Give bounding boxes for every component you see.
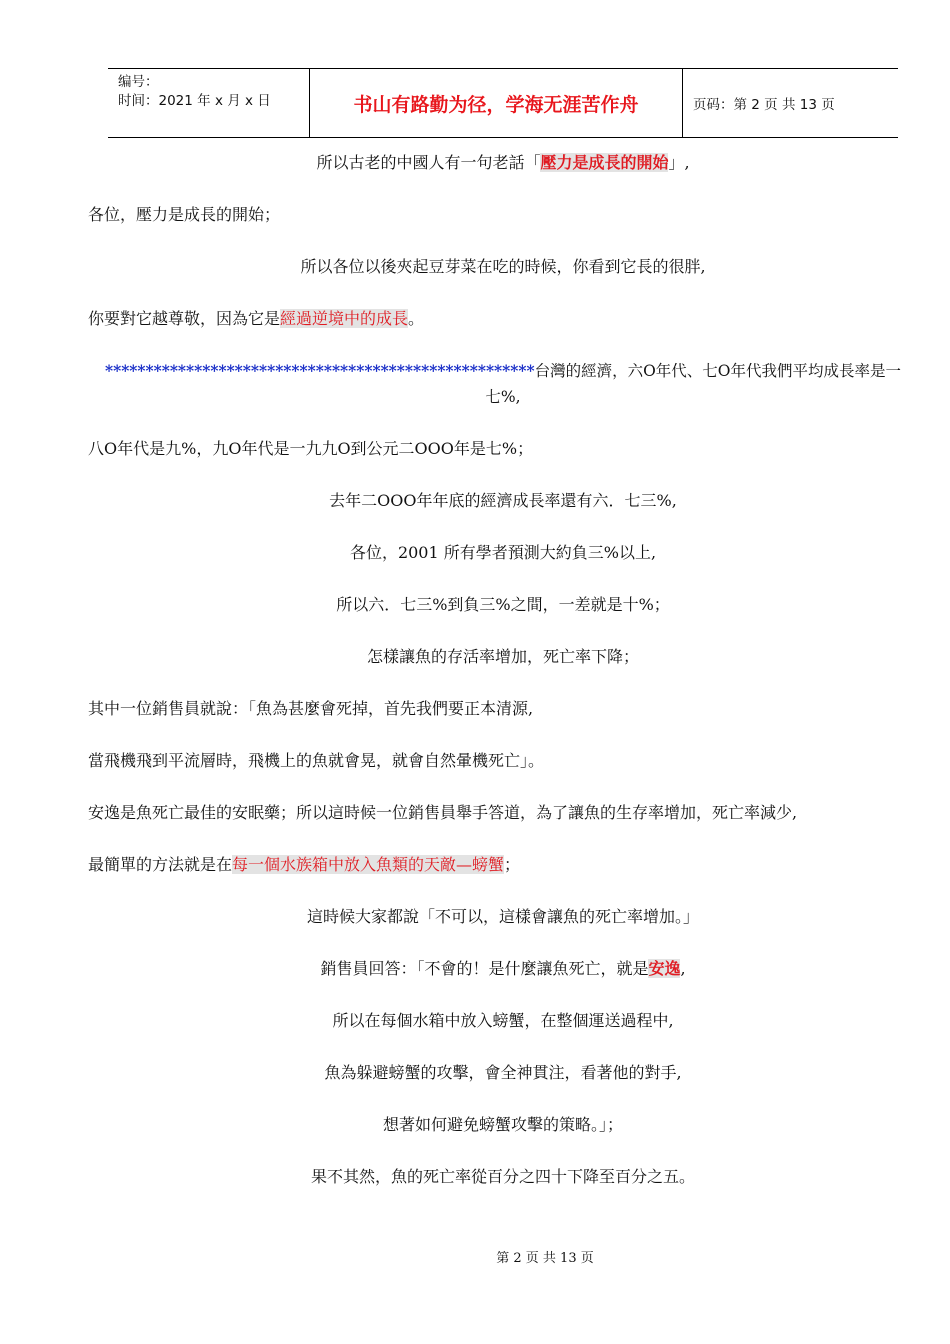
- paragraph: 去年二OOO年年底的經濟成長率還有六．七三%,: [329, 491, 677, 510]
- highlighted-phrase: 壓力是成長的開始: [540, 153, 669, 172]
- paragraph: 怎樣讓魚的存活率增加，死亡率下降；: [366, 647, 639, 666]
- paragraph: 各位，2001 所有學者預測大約負三%以上,: [349, 543, 657, 562]
- paragraph: 這時候大家都說「不可以，這樣會讓魚的死亡率增加。」: [306, 907, 699, 926]
- paragraph: 所以各位以後夾起豆芽菜在吃的時候，你看到它長的很胖,: [300, 257, 706, 276]
- paragraph: 所以古老的中國人有一句老話「壓力是成長的開始」,: [316, 153, 690, 172]
- page-footer: 第 2 页 共 13 页: [496, 1251, 594, 1266]
- paragraph: 魚為躲避螃蟹的攻擊，會全神貫注，看著他的對手,: [324, 1063, 682, 1082]
- document-body: [88, 150, 918, 1216]
- highlighted-phrase: 經過逆境中的成長: [280, 309, 409, 328]
- paragraph: 八O年代是九%，九O年代是一九九O到公元二OOO年是七%；: [88, 439, 534, 458]
- paragraph: 想著如何避免螃蟹攻擊的策略。」；: [382, 1115, 623, 1134]
- paragraph: *****************************************************台灣的經濟，六O年代、七O年代我們平均成長率是一七%,: [104, 361, 902, 406]
- paragraph: 銷售員回答：「不會的！是什麼讓魚死亡，就是安逸,: [320, 959, 686, 978]
- paragraph: 果不其然，魚的死亡率從百分之四十下降至百分之五。: [310, 1167, 695, 1186]
- paragraph: 當飛機飛到平流層時，飛機上的魚就會晃，就會自然暈機死亡」。: [88, 751, 545, 770]
- highlighted-phrase: 安逸: [648, 959, 681, 978]
- paragraph: 你要對它越尊敬，因為它是經過逆境中的成長。: [88, 309, 425, 328]
- separator-stars: *****************************************************: [104, 361, 535, 380]
- paragraph: 最簡單的方法就是在每一個水族箱中放入魚類的天敵—螃蟹；: [88, 855, 521, 874]
- header-page-info: 页码：第 2 页 共 13 页: [693, 97, 835, 113]
- header-id-label: 编号：: [118, 74, 159, 90]
- highlighted-phrase: 每一個水族箱中放入魚類的天敵—螃蟹: [232, 855, 505, 874]
- header-meta: [108, 69, 310, 137]
- paragraph: 所以六．七三%到負三%之間，一差就是十%；: [336, 595, 670, 614]
- paragraph: 所以在每個水箱中放入螃蟹，在整個運送過程中,: [332, 1011, 674, 1030]
- page-header: [108, 68, 898, 138]
- header-time-label: 时间：2021 年 x 月 x 日: [118, 93, 271, 109]
- paragraph: 安逸是魚死亡最佳的安眠藥；所以這時候一位銷售員舉手答道，為了讓魚的生存率增加，死亡率減少,: [88, 803, 798, 822]
- paragraph: 其中一位銷售員就說：「魚為甚麼會死掉，首先我們要正本清源,: [88, 699, 534, 718]
- paragraph: 各位，壓力是成長的開始；: [88, 205, 281, 224]
- header-motto: 书山有路勤为径，学海无涯苦作舟: [310, 69, 683, 137]
